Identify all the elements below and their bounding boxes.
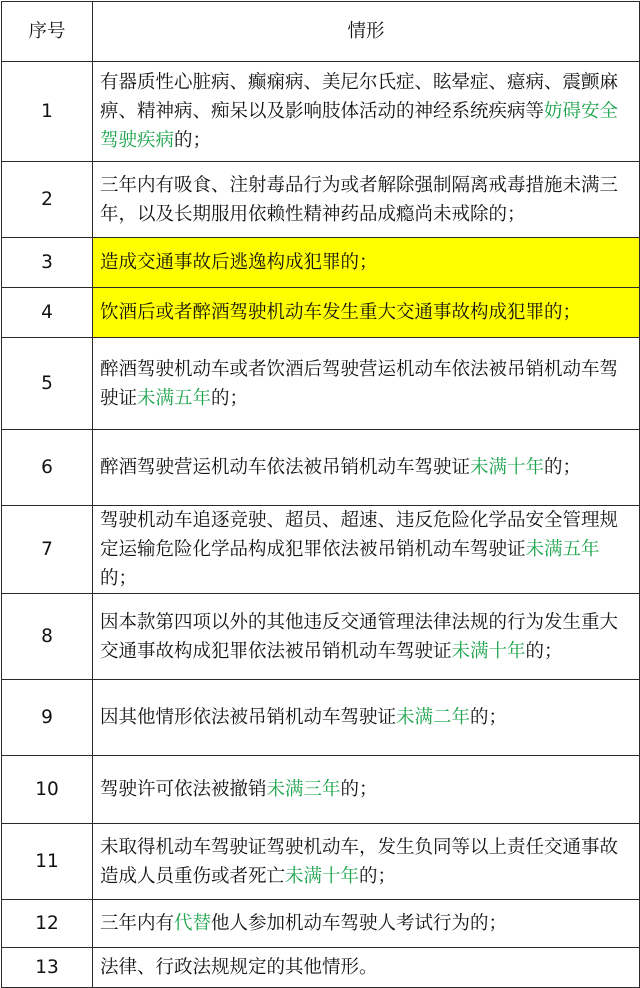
row-text	[93, 238, 640, 288]
table-row	[2, 62, 640, 162]
table-row	[2, 900, 640, 948]
text-segment: 的；	[100, 568, 138, 589]
text-segment: 的；	[174, 130, 212, 151]
text-segment: 因本款第四项以外的其他违反交通管理法律法规的行为发生重大交通事故构成犯罪依法被吊销机动车驾驶证	[100, 611, 619, 662]
emphasis-text: 未满三年	[266, 779, 341, 800]
row-text	[93, 948, 640, 988]
row-text	[93, 900, 640, 948]
text-segment: 他人参加机动车驾驶人考试行为的；	[211, 913, 508, 934]
text-segment: 的；	[340, 779, 378, 800]
table-row	[2, 824, 640, 900]
row-number: 3	[2, 238, 93, 288]
text-segment: 的；	[525, 640, 563, 662]
row-text	[93, 62, 640, 162]
row-number: 10	[2, 756, 93, 824]
row-text	[93, 680, 640, 756]
text-segment: 驾驶许可依法被撤销	[100, 779, 267, 800]
row-number: 2	[2, 162, 93, 238]
text-segment: 三年内有吸食、注射毒品行为或者解除强制隔离戒毒措施未满三年，以及长期服用依赖性精神药品成瘾尚未戒除的；	[100, 174, 619, 225]
table-row	[2, 680, 640, 756]
table-row	[2, 338, 640, 430]
emphasis-text: 代替	[174, 913, 212, 934]
emphasis-text: 未满五年	[137, 387, 212, 409]
text-segment: 的；	[211, 387, 249, 409]
table-row	[2, 948, 640, 988]
text-segment: 的；	[359, 865, 397, 887]
emphasis-text: 未满二年	[396, 707, 471, 728]
emphasis-text: 未满十年	[470, 457, 545, 478]
text-segment: 饮酒后或者醉酒驾驶机动车发生重大交通事故构成犯罪的；	[100, 302, 582, 323]
row-number: 5	[2, 338, 93, 430]
table-row	[2, 288, 640, 338]
text-segment: 醉酒驾驶营运机动车依法被吊销机动车驾驶证	[100, 457, 471, 478]
row-number: 4	[2, 288, 93, 338]
text-segment: 驾驶机动车追逐竞驶、超员、超速、违反危险化学品安全管理规定运输危险化学品构成犯罪依法被吊销机动车驾驶证	[100, 510, 619, 560]
row-number: 6	[2, 430, 93, 506]
text-segment: 造成交通事故后逃逸构成犯罪的；	[100, 252, 378, 273]
row-number: 9	[2, 680, 93, 756]
text-segment: 法律、行政法规规定的其他情形。	[100, 957, 378, 978]
text-segment: 有器质性心脏病、癫痫病、美尼尔氏症、眩晕症、癔病、震颤麻痹、精神病、痴呆以及影响肢体活动的神经系统疾病等	[100, 72, 619, 122]
row-text	[93, 506, 640, 594]
row-text	[93, 288, 640, 338]
emphasis-text: 未满五年	[525, 539, 600, 560]
table-body	[2, 62, 640, 988]
text-segment: 未取得机动车驾驶证驾驶机动车，发生负同等以上责任交通事故造成人员重伤或者死亡	[100, 836, 619, 887]
table-row	[2, 756, 640, 824]
table-row	[2, 594, 640, 680]
row-number: 1	[2, 62, 93, 162]
row-text	[93, 824, 640, 900]
row-text	[93, 162, 640, 238]
emphasis-text: 妨碍安全驾驶疾病	[100, 101, 619, 151]
header-case: 情形	[93, 2, 640, 62]
emphasis-text: 未满十年	[285, 865, 360, 887]
text-segment: 因其他情形依法被吊销机动车驾驶证	[100, 707, 397, 728]
header-row	[2, 2, 640, 62]
row-number: 13	[2, 948, 93, 988]
table-row	[2, 238, 640, 288]
row-text	[93, 338, 640, 430]
table-row	[2, 506, 640, 594]
conditions-table	[1, 1, 640, 988]
row-text	[93, 756, 640, 824]
table-row	[2, 430, 640, 506]
row-number: 11	[2, 824, 93, 900]
row-number: 8	[2, 594, 93, 680]
row-text	[93, 594, 640, 680]
text-segment: 的；	[544, 457, 582, 478]
table-row	[2, 162, 640, 238]
header-index: 序号	[2, 2, 93, 62]
text-segment: 的；	[470, 707, 508, 728]
row-text	[93, 430, 640, 506]
text-segment: 三年内有	[100, 913, 175, 934]
emphasis-text: 未满十年	[451, 640, 526, 662]
row-number: 7	[2, 506, 93, 594]
row-number: 12	[2, 900, 93, 948]
text-segment: 醉酒驾驶机动车或者饮酒后驾驶营运机动车依法被吊销机动车驾驶证	[100, 358, 619, 409]
